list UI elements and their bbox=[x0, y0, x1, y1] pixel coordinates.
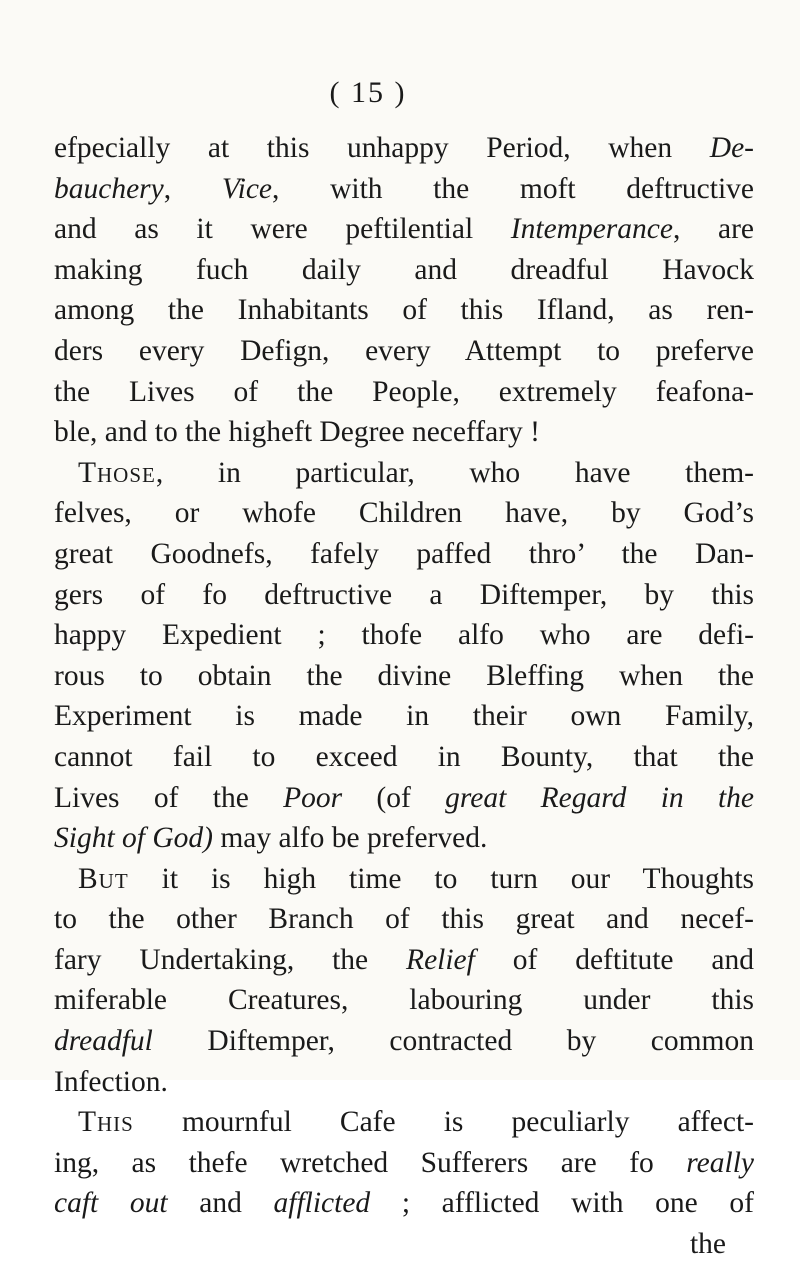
text-run: cannot fail to exceed in Bounty, that the bbox=[54, 740, 754, 773]
text-run: caft out bbox=[54, 1187, 168, 1220]
text-run: But bbox=[78, 862, 129, 895]
text-run: ble, and to the higheft Degree neceffary ! bbox=[54, 416, 540, 449]
text-line bbox=[54, 209, 754, 250]
text-run: and as it were peftilential bbox=[54, 213, 511, 246]
text-run: bauchery bbox=[54, 172, 164, 205]
text-run: Those bbox=[78, 456, 156, 489]
text-line bbox=[54, 493, 754, 534]
text-run: Lives of the bbox=[54, 781, 284, 814]
text-run: fary Undertaking, the bbox=[54, 943, 407, 976]
text-line bbox=[54, 980, 754, 1021]
text-line bbox=[54, 656, 754, 697]
text-run: really bbox=[686, 1146, 754, 1179]
text-run: great Goodnefs, fafely paffed thro’ the Dan- bbox=[54, 537, 754, 570]
text-line bbox=[54, 818, 754, 859]
text-run: afflicted bbox=[273, 1187, 371, 1220]
text-run: may alfo be preferved. bbox=[212, 822, 488, 855]
text-run: Relief bbox=[406, 943, 475, 976]
text-line bbox=[54, 453, 754, 494]
text-run: the bbox=[689, 1228, 726, 1261]
text-run: Sight of God) bbox=[54, 822, 213, 855]
text-line bbox=[54, 899, 754, 940]
text-run: making fuch daily and dreadful Havock bbox=[54, 253, 754, 286]
text-line bbox=[54, 372, 754, 413]
text-run: miferable Creatures, labouring under this bbox=[54, 984, 754, 1017]
text-run: happy Expedient ; thofe alfo who are defi- bbox=[54, 619, 754, 652]
text-line bbox=[54, 615, 754, 656]
text-run: Poor bbox=[283, 781, 343, 814]
text-run: dreadful bbox=[54, 1025, 153, 1058]
text-run: Vice bbox=[221, 172, 273, 205]
text-line bbox=[54, 1062, 754, 1103]
text-run: and bbox=[167, 1187, 274, 1220]
text-run: Diftemper, contracted by common bbox=[152, 1025, 754, 1058]
text-line bbox=[54, 1102, 754, 1143]
text-run: ing, as thefe wretched Sufferers are fo bbox=[54, 1146, 687, 1179]
text-run: , in particular, who have them- bbox=[155, 456, 754, 489]
text-run: This bbox=[78, 1106, 134, 1139]
text-line bbox=[54, 412, 754, 453]
body-text bbox=[54, 128, 754, 1265]
text-line bbox=[54, 534, 754, 575]
text-line bbox=[54, 778, 754, 819]
text-run: to the other Branch of this great and necef- bbox=[54, 903, 754, 936]
text-run: efpecially at this unhappy Period, when bbox=[54, 132, 710, 164]
text-run: among the Inhabitants of this Ifland, as ren- bbox=[54, 294, 754, 327]
text-run: of deftitute and bbox=[474, 943, 754, 976]
text-run: felves, or whofe Children have, by God’s bbox=[54, 497, 754, 530]
text-line bbox=[54, 1183, 754, 1224]
text-line bbox=[54, 290, 754, 331]
text-run: , with the moft deftructive bbox=[272, 172, 755, 205]
text-run: , bbox=[163, 172, 222, 205]
text-run: ders every Defign, every Attempt to preferve bbox=[54, 334, 754, 367]
text-line bbox=[54, 250, 754, 291]
text-run: Experiment is made in their own Family, bbox=[54, 700, 754, 733]
text-run: De- bbox=[709, 132, 754, 164]
text-line bbox=[54, 940, 754, 981]
text-line bbox=[54, 169, 754, 210]
text-run: it is high time to turn our Thoughts bbox=[128, 862, 754, 895]
text-line bbox=[54, 575, 754, 616]
text-line bbox=[54, 859, 754, 900]
catchword bbox=[54, 1224, 754, 1265]
text-line bbox=[54, 1143, 754, 1184]
text-line bbox=[54, 737, 754, 778]
page-number: ( 15 ) bbox=[329, 76, 407, 109]
text-line bbox=[54, 128, 754, 169]
text-run: (of bbox=[342, 781, 446, 814]
text-run: ; afflicted with one of bbox=[370, 1187, 754, 1220]
text-run: the Lives of the People, extremely feafona- bbox=[54, 375, 754, 408]
text-line bbox=[54, 696, 754, 737]
text-run: rous to obtain the divine Bleffing when the bbox=[54, 659, 754, 692]
text-run: great Regard in the bbox=[445, 781, 754, 814]
text-line bbox=[54, 331, 754, 372]
text-run: Infection. bbox=[54, 1065, 168, 1098]
text-run: mournful Cafe is peculiarly affect- bbox=[133, 1106, 754, 1139]
text-run: Intemperance bbox=[510, 213, 673, 246]
text-line bbox=[54, 1021, 754, 1062]
text-run: , are bbox=[672, 213, 754, 246]
text-run: gers of fo deftructive a Diftemper, by this bbox=[54, 578, 754, 611]
